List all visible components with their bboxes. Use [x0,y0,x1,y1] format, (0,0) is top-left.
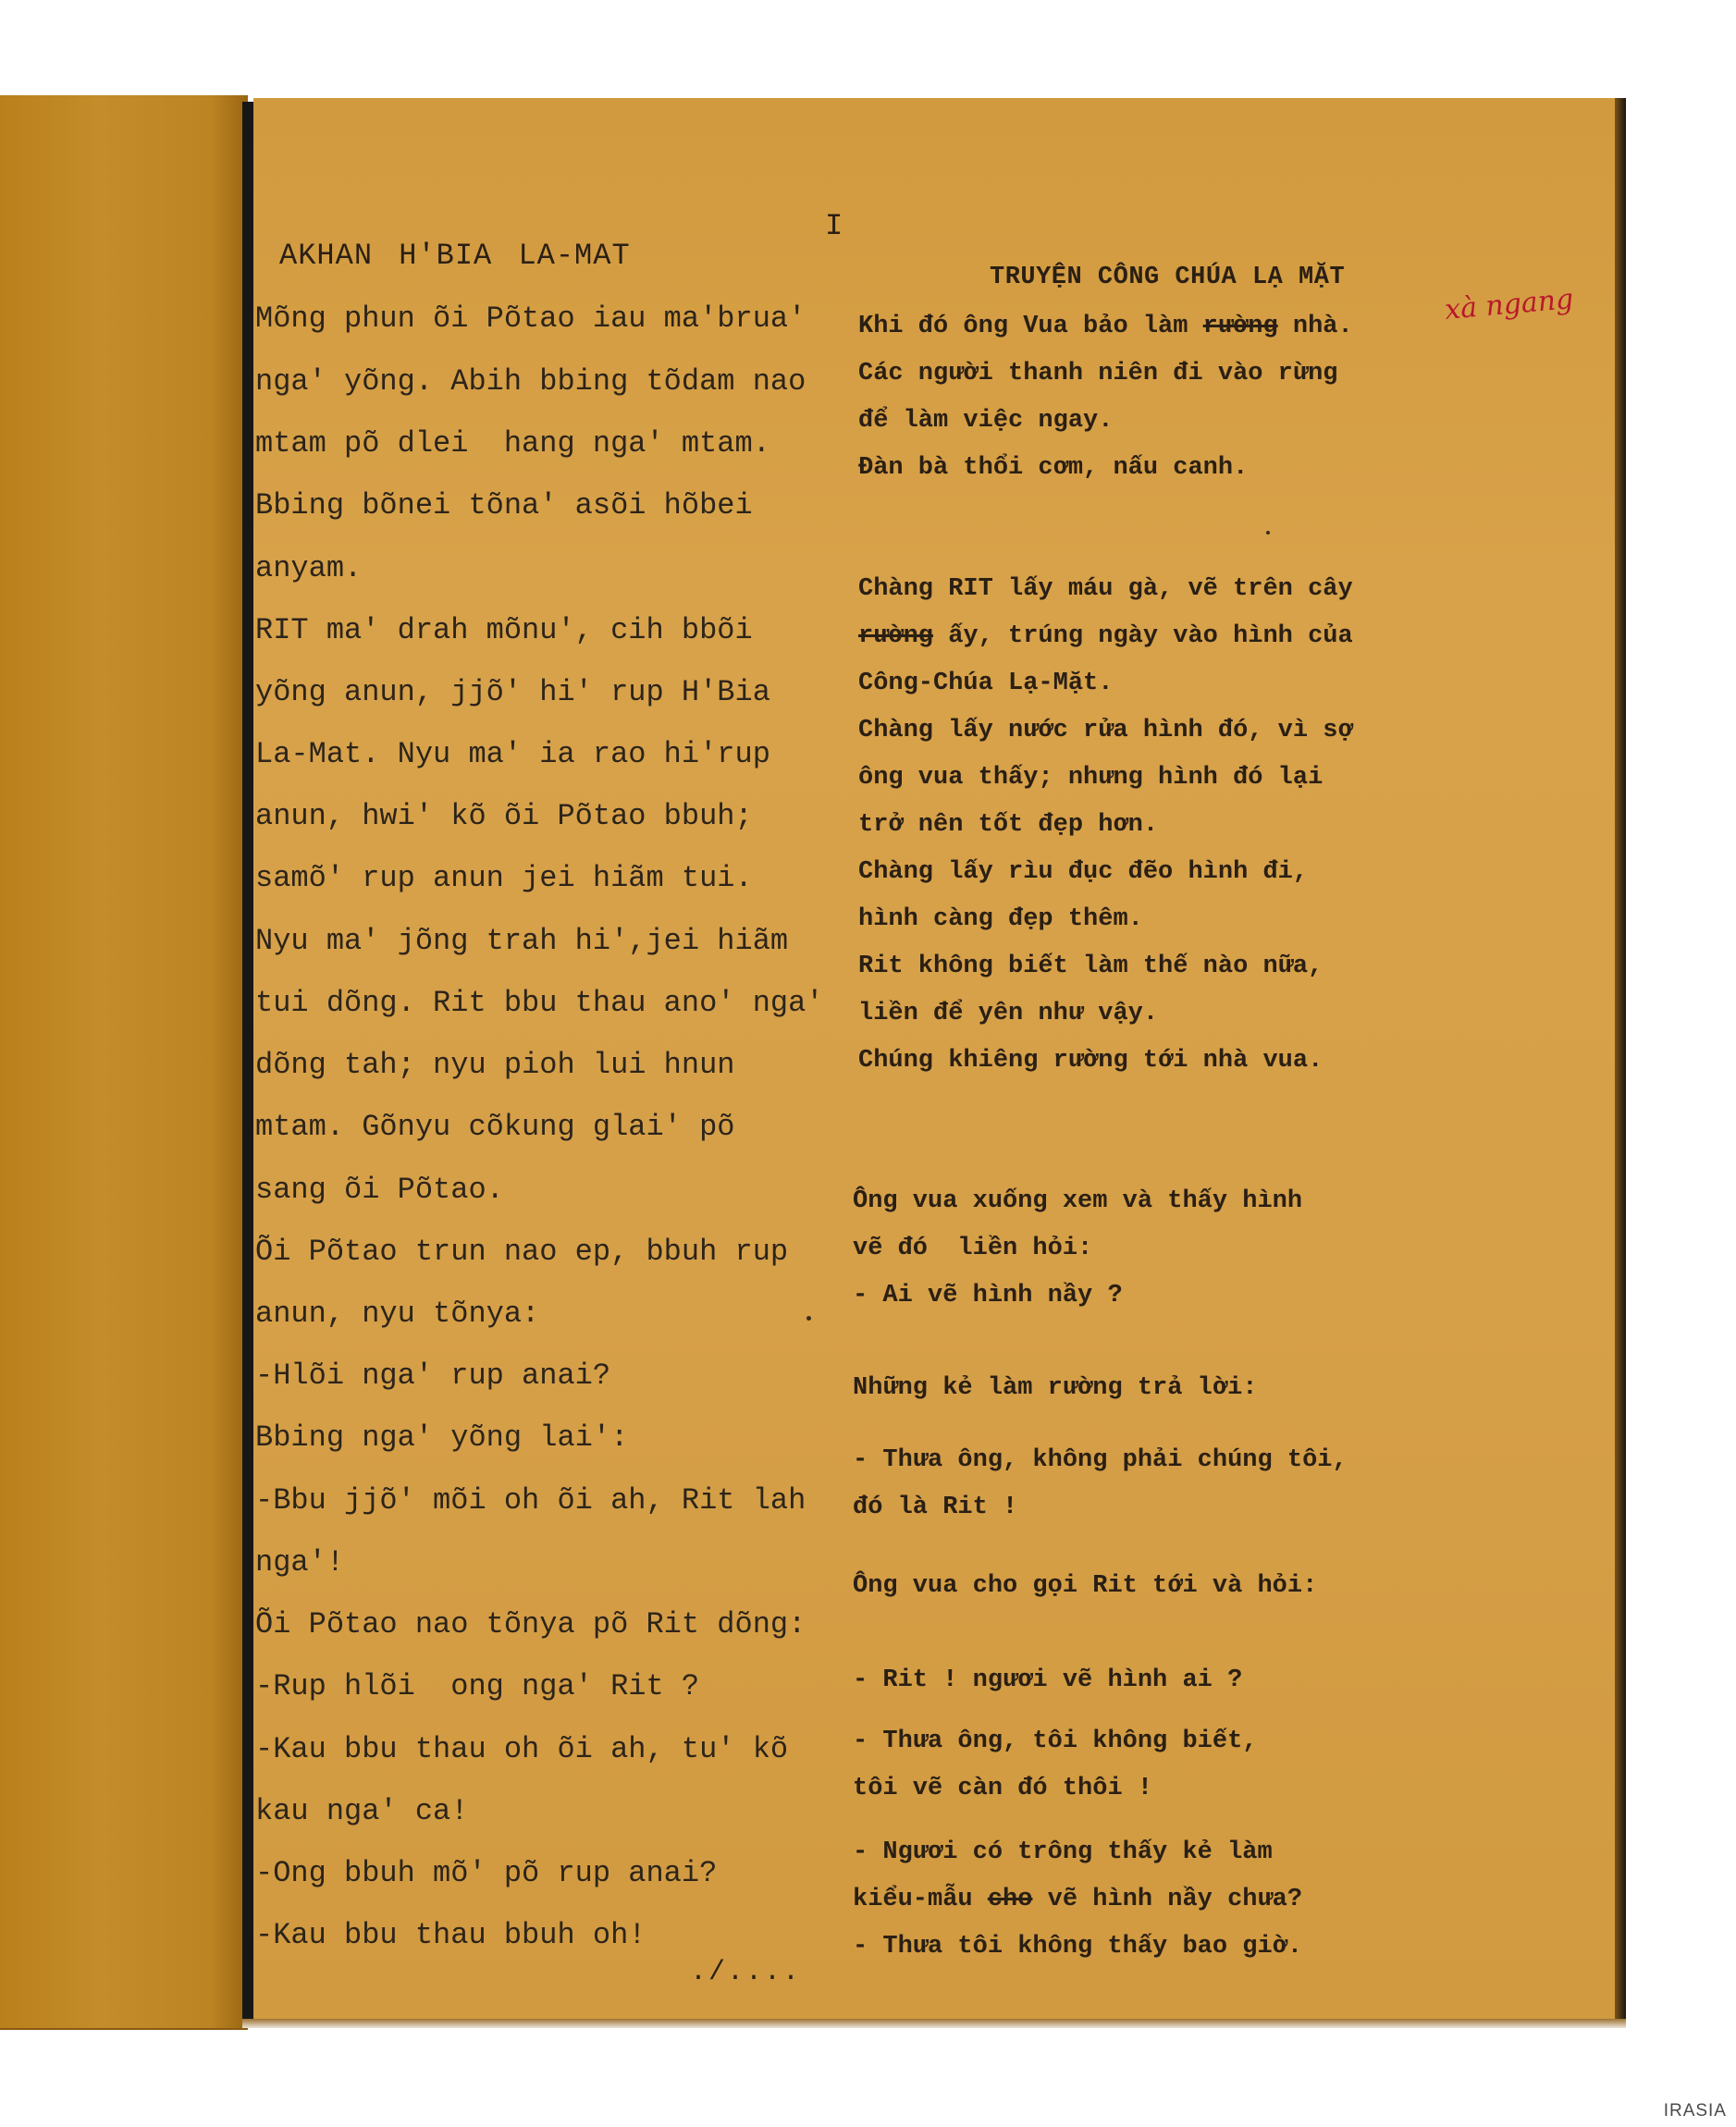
right-title: TRUYỆN CÔNG CHÚA LẠ MẶT [990,264,1346,291]
right-text-line: Công-Chúa Lạ-Mặt. [858,670,1114,697]
right-text-line: Chàng lấy rìu đục đẽo hình đi, [858,858,1309,886]
left-text-line: samõ' rup anun jei hiãm tui. [255,861,753,895]
right-text-line: tôi vẽ càn đó thôi ! [853,1775,1153,1802]
right-text-line: - Thưa ông, không phải chúng tôi, [853,1446,1348,1474]
left-text-line: Bbing bõnei tõna' asõi hõbei [255,488,753,523]
right-text-line: - Thưa ông, tôi không biết, [853,1727,1258,1755]
page-number: I [825,209,843,243]
left-text-line: anyam. [255,551,363,585]
struck-word: rường [1202,313,1278,340]
left-text-line: Nyu ma' jõng trah hi',jei hiãm [255,924,789,958]
right-text-line: Chàng RIT lấy máu gà, vẽ trên cây [858,575,1353,603]
right-text-line: trở nên tốt đẹp hơn. [858,811,1159,839]
right-text-line: Khi đó ông Vua bảo làm rường nhà. [858,313,1353,340]
right-text-line: ông vua thấy; nhưng hình đó lại [858,764,1324,792]
book-cover-spine [0,95,248,2030]
right-text-line: đó là Rit ! [853,1494,1018,1521]
left-text-line: yõng anun, jjõ' hi' rup H'Bia [255,675,770,709]
left-text-line: -Kau bbu thau bbuh oh! [255,1918,646,1952]
right-text-line: - Ngươi có trông thấy kẻ làm [853,1838,1273,1866]
right-text-line: Chàng lấy nước rửa hình đó, vì sợ [858,717,1353,744]
left-text-line: Mõng phun õi Põtao iau ma'brua' [255,301,806,336]
left-text-line: sang õi Põtao. [255,1173,504,1207]
page-bottom-edge [242,2019,1626,2028]
left-text-line: mtam põ dlei hang nga' mtam. [255,426,770,461]
left-title: AKHAN H'BIA LA-MAT [279,239,631,273]
right-text-line: Đàn bà thổi cơm, nấu canh. [858,454,1249,482]
right-text-line: Các người thanh niên đi vào rừng [858,360,1338,387]
left-text-line: Õi Põtao trun nao ep, bbuh rup [255,1235,789,1269]
handwritten-annotation: xà ngang [1443,282,1575,327]
right-text-line: Ông vua cho gọi Rit tới và hỏi: [853,1572,1318,1600]
right-text-line: vẽ đó liền hỏi: [853,1235,1093,1262]
left-text-line: La-Mat. Nyu ma' ia rao hi'rup [255,737,770,771]
left-text-line: tui dõng. Rit bbu thau ano' nga' [255,986,824,1020]
right-text-line: Chúng khiêng rường tới nhà vua. [858,1047,1324,1075]
page-edge [1615,98,1626,2022]
left-text-line: nga' yõng. Abih bbing tõdam nao [255,364,806,399]
left-text-line: Bbing nga' yõng lai': [255,1420,629,1455]
struck-word: cho [987,1886,1033,1913]
right-text-line: rường ấy, trúng ngày vào hình của [858,622,1353,650]
right-text-line: Những kẻ làm rường trả lời: [853,1374,1258,1402]
left-text-line: RIT ma' drah mõnu', cih bbõi [255,613,753,647]
right-text-line: kiểu-mẫu cho vẽ hình nầy chưa? [853,1886,1303,1913]
continuation-mark: ./.... [690,1957,802,1988]
ink-speck [1266,531,1270,535]
struck-word: rường [858,622,934,650]
ink-speck [806,1316,811,1321]
right-text-line: Rit không biết làm thế nào nữa, [858,953,1324,980]
left-text-line: -Rup hlõi ong nga' Rit ? [255,1669,700,1703]
left-text-line: dõng tah; nyu pioh lui hnun [255,1048,735,1082]
left-text-line: -Ong bbuh mõ' põ rup anai? [255,1856,718,1890]
left-text-line: mtam. Gõnyu cõkung glai' põ [255,1110,735,1144]
left-text-line: nga'! [255,1545,345,1580]
left-text-line: -Bbu jjõ' mõi oh õi ah, Rit lah [255,1483,806,1518]
right-text-line: - Thưa tôi không thấy bao giờ. [853,1933,1303,1961]
left-text-line: -Kau bbu thau oh õi ah, tu' kõ [255,1732,789,1766]
right-text-line: - Rit ! ngươi vẽ hình ai ? [853,1666,1243,1694]
right-text-line: - Ai vẽ hình nầy ? [853,1282,1123,1309]
left-text-line: anun, nyu tõnya: [255,1297,540,1331]
left-text-line: -Hlõi nga' rup anai? [255,1359,611,1393]
right-text-line: hình càng đẹp thêm. [858,905,1143,933]
right-text-line: liền để yên như vậy. [858,1000,1159,1027]
left-text-line: Õi Põtao nao tõnya põ Rit dõng: [255,1607,806,1641]
right-text-line: để làm việc ngay. [858,407,1114,435]
right-text-line: Ông vua xuống xem và thấy hình [853,1187,1303,1215]
left-text-line: anun, hwi' kõ õi Põtao bbuh; [255,799,753,833]
left-text-line: kau nga' ca! [255,1794,469,1828]
archive-watermark: IRASIA [1663,2101,1727,2121]
